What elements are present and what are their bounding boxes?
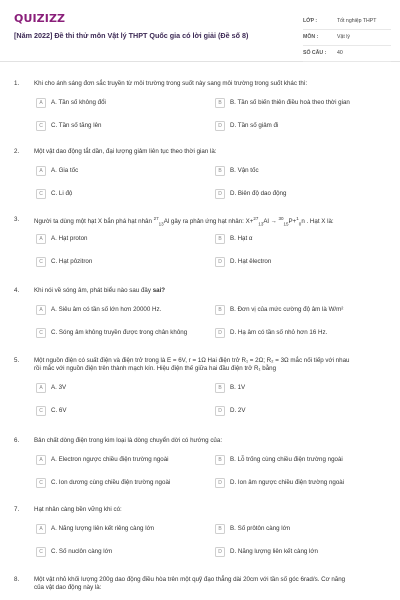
document-title: [Năm 2022] Đề thi thử môn Vật lý THPT Quốc gia có lời giải (Đề số 8) [14,31,249,40]
option-letter: B [215,524,225,534]
meta-label: SỐ CÂU : [303,50,327,57]
question-text: Khi cho ánh sáng đơn sắc truyền từ môi trường trong suốt này sang môi trường trong suốt khác thì: [34,80,308,87]
option-letter: D [215,547,225,557]
option-letter: A [36,166,46,176]
option-text: A. Tần số không đổi [51,99,106,107]
option-letter: B [215,383,225,393]
option-text: D. Ion âm ngược chiều điện trường ngoài [230,479,345,487]
option-a[interactable] [36,454,206,466]
mass-number: 1 [296,216,299,221]
option-text: C. Tần số tăng lên [51,122,102,130]
option-b[interactable] [215,165,385,177]
question-text [34,287,384,295]
option-text: C. Hạt pôzitron [51,258,93,266]
question-number: 3. [14,216,20,223]
question-text-line: rồi mắc với nguồn điện trên thành mạch kín. Hiệu điện thế giữa hai đầu điện trở R₁ bằng [34,364,277,372]
option-text: A. Electron ngược chiều điện trường ngoài [51,456,169,464]
question-number: 4. [14,287,20,294]
meta-label: LỚP : [303,18,318,25]
option-letter: A [36,234,46,244]
option-letter: C [36,478,46,488]
option-text: B. Lỗ trống cùng chiều điện trường ngoài [230,456,343,464]
meta-row-subject [303,30,391,46]
meta-table [303,14,391,62]
meta-value: Tốt nghiệp THPT [337,18,377,25]
option-letter: D [215,406,225,416]
option-letter: A [36,524,46,534]
option-c[interactable] [36,256,206,268]
option-letter: A [36,98,46,108]
question-number: 7. [14,506,20,513]
option-text: A. Năng lượng liên kết riêng càng lớn [51,525,155,533]
option-a[interactable] [36,97,206,109]
question-text [34,576,384,592]
option-letter: C [36,257,46,267]
option-d[interactable] [215,546,385,558]
option-text: C. Số nuclôn càng lớn [51,548,113,556]
option-b[interactable] [215,454,385,466]
option-letter: C [36,547,46,557]
question-text-part: Người ta dùng một hạt X bắn phá hạt nhân [34,218,154,226]
meta-value: Vật lý [337,34,350,41]
option-text: D. 2V [230,407,246,415]
option-d[interactable] [215,120,385,132]
question-number: 8. [14,576,20,583]
option-letter: C [36,406,46,416]
question-number: 2. [14,148,20,155]
option-text: D. Biên độ dao động [230,190,287,198]
option-text: A. Siêu âm có tần số lớn hơn 20000 Hz. [51,306,162,314]
option-text: D. Năng lượng liên kết càng lớn [230,548,318,556]
option-letter: A [36,383,46,393]
option-b[interactable] [215,523,385,535]
question-text-part: n . Hạt X là: [301,218,334,226]
option-d[interactable] [215,477,385,489]
option-b[interactable] [215,233,385,245]
option-text: C. 6V [51,407,67,415]
option-text: C. Sóng âm không truyền được trong chân không [51,329,188,337]
option-text: B. Tần số biến thiên điều hoà theo thời gian [230,99,350,107]
option-letter: D [215,121,225,131]
option-text: B. Đơn vị của mức cường độ âm là W/m² [230,306,344,314]
question-number: 5. [14,357,20,364]
meta-row-count [303,46,391,62]
option-text: A. Hạt proton [51,235,88,243]
option-letter: D [215,257,225,267]
mass-number: 27 [153,216,159,221]
option-text: B. Vận tốc [230,167,259,175]
option-c[interactable] [36,327,206,339]
atomic-number: 13 [258,221,264,227]
option-b[interactable] [215,382,385,394]
option-text: C. Ion dương cùng chiều điện trường ngoài [51,479,171,487]
question-number: 6. [14,437,20,444]
mass-number: 27 [253,216,259,221]
option-d[interactable] [215,256,385,268]
question-number: 1. [14,80,20,87]
option-letter: B [215,166,225,176]
option-a[interactable] [36,382,206,394]
option-letter: C [36,189,46,199]
option-c[interactable] [36,188,206,200]
atomic-number: 0 [298,221,302,227]
option-a[interactable] [36,304,206,316]
option-c[interactable] [36,546,206,558]
option-a[interactable] [36,165,206,177]
question-text-line: Một vật nhỏ khối lượng 200g dao động điều hòa trên một quỹ đạo thẳng dài 20cm với tần số góc 6rad/s. Cơ năng [34,576,346,583]
option-text: B. Hạt α [230,235,253,243]
option-text: C. Li độ [51,190,73,198]
atomic-number: 13 [158,221,164,227]
option-d[interactable] [215,405,385,417]
option-letter: C [36,328,46,338]
option-letter: B [215,455,225,465]
question-text-part: Khi nói về sóng âm, phát biểu nào sau đây [34,287,153,294]
option-letter: D [215,478,225,488]
option-text: B. Số prôtôn càng lớn [230,525,291,533]
option-d[interactable] [215,188,385,200]
option-letter: D [215,189,225,199]
header [0,0,400,62]
option-b[interactable] [215,304,385,316]
atomic-number: 15 [283,221,289,227]
option-letter: A [36,305,46,315]
option-letter: B [215,305,225,315]
question-text-part: Al → [263,218,279,226]
option-letter: B [215,234,225,244]
question-text: Bản chất dòng điện trong kim loại là dòng chuyển dời có hướng của: [34,437,223,444]
question-text-part: P+ [288,218,297,226]
option-text: A. Gia tốc [51,167,79,175]
option-text: B. 1V [230,384,246,392]
option-letter: A [36,455,46,465]
option-c[interactable] [36,120,206,132]
question-text-line: Một nguồn điện có suất điện và điện trở trong là E = 6V, r = 1Ω Hai điện trở R₁ = 2Ω; R₂ = 3Ω mắc nối tiếp với nhau [34,357,350,364]
question-text: Hạt nhân càng bền vững khi có: [34,506,122,513]
option-text: D. Hạt êlectron [230,258,272,266]
option-text: D. Hạ âm có tần số nhỏ hơn 16 Hz. [230,329,328,337]
option-c[interactable] [36,477,206,489]
option-b[interactable] [215,97,385,109]
question-text [34,357,384,373]
question-text-line: của vật dao động này là: [34,583,102,591]
meta-value: 40 [337,50,343,57]
option-letter: D [215,328,225,338]
question-text [34,216,384,227]
option-letter: B [215,98,225,108]
quizizz-logo: QUIZIZZ [14,12,66,25]
option-a[interactable] [36,523,206,535]
option-text: D. Tần số giảm đi [230,122,279,130]
question-text: Một vật dao động tắt dần, đại lượng giảm liên tục theo thời gian là: [34,148,217,155]
question-text-emphasis: sai? [152,287,166,294]
option-d[interactable] [215,327,385,339]
option-letter: C [36,121,46,131]
option-c[interactable] [36,405,206,417]
meta-row-class [303,14,391,30]
option-text: A. 3V [51,384,67,392]
question-text-part: Al gây ra phản ứng hạt nhân: X+ [163,218,254,226]
meta-label: MÔN : [303,34,319,41]
option-a[interactable] [36,233,206,245]
mass-number: 30 [278,216,284,221]
